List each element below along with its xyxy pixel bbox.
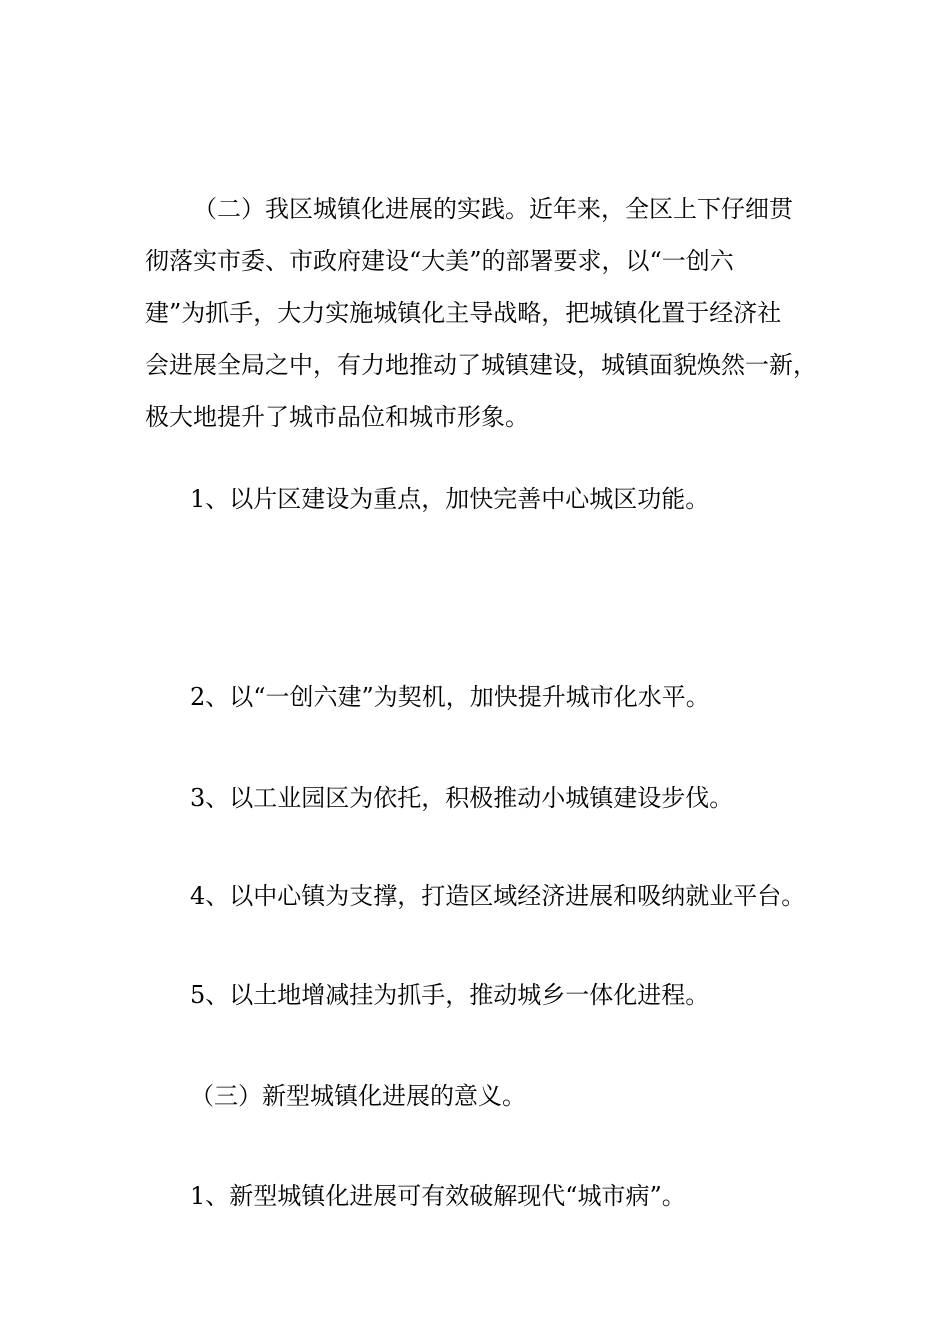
list-item: 1、新型城镇化进展可有效破解现代“城市病”。 (190, 1182, 686, 1210)
paragraph-line: 彻落实市委、市政府建设“大美”的部署要求，以“一创六 (145, 247, 734, 275)
list-item: 4、以中心镇为支撑，打造区域经济进展和吸纳就业平台。 (190, 882, 806, 910)
paragraph-line: 极大地提升了城市品位和城市形象。 (145, 403, 529, 431)
section-2-intro-paragraph (145, 183, 817, 443)
section-3-heading: （三）新型城镇化进展的意义。 (190, 1082, 526, 1110)
list-item: 1、以片区建设为重点，加快完善中心城区功能。 (190, 485, 710, 513)
paragraph-line: （二）我区城镇化进展的实践。近年来，全区上下仔细贯 (193, 195, 793, 223)
list-item: 5、以土地增减挂为抓手，推动城乡一体化进程。 (190, 981, 710, 1009)
list-item: 2、以“一创六建”为契机，加快提升城市化水平。 (190, 683, 710, 711)
paragraph-line: 会进展全局之中，有力地推动了城镇建设，城镇面貌焕然一新， (145, 351, 817, 379)
list-item: 3、以工业园区为依托，积极推动小城镇建设步伐。 (190, 784, 734, 812)
paragraph-line: 建”为抓手，大力实施城镇化主导战略，把城镇化置于经济社 (145, 299, 782, 327)
